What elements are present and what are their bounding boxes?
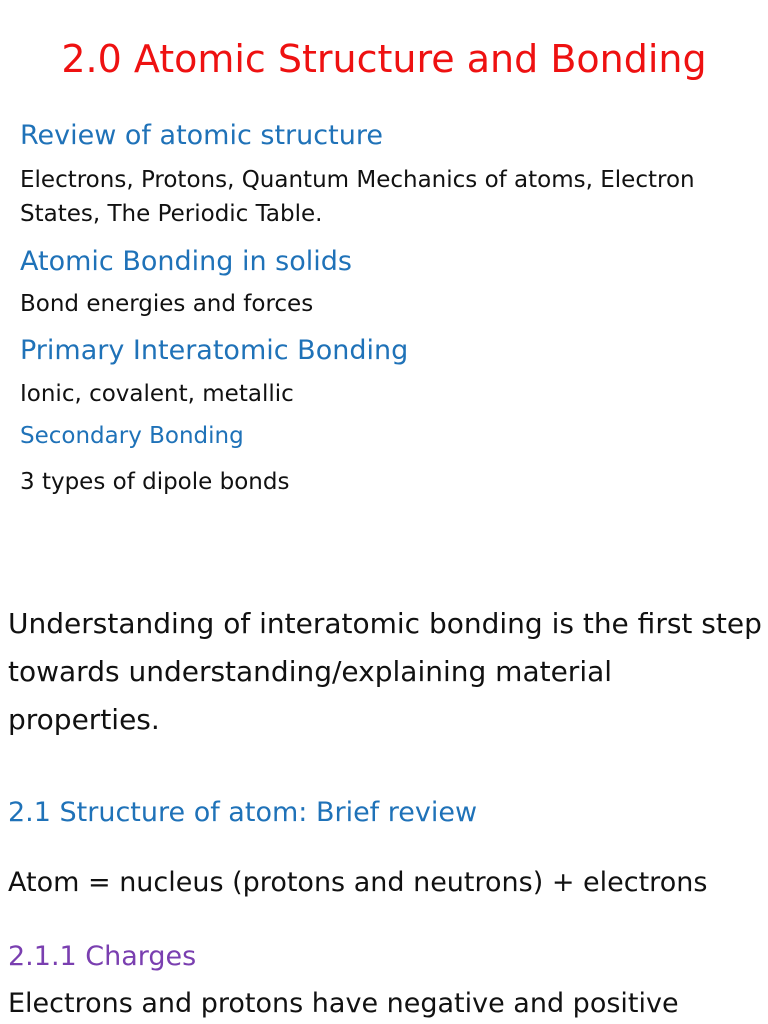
section-2-1-1-heading: 2.1.1 Charges	[8, 941, 197, 972]
intro-line-3: properties.	[8, 703, 160, 736]
intro-line-2: towards understanding/explaining material	[8, 655, 613, 688]
primary-bonding-text: Ionic, covalent, metallic	[20, 381, 294, 407]
atom-equation: Atom = nucleus (protons and neutrons) + electrons	[8, 867, 708, 898]
intro-line-1: Understanding of interatomic bonding is the first step	[8, 607, 762, 640]
primary-bonding-heading: Primary Interatomic Bonding	[20, 335, 409, 366]
charges-text: Electrons and protons have negative and positive	[8, 988, 679, 1019]
solids-text: Bond energies and forces	[20, 291, 314, 317]
section-2-1-heading: 2.1 Structure of atom: Brief review	[8, 797, 478, 828]
secondary-bonding-text: 3 types of dipole bonds	[20, 469, 290, 495]
solids-heading: Atomic Bonding in solids	[20, 246, 352, 277]
secondary-bonding-heading: Secondary Bonding	[20, 423, 244, 449]
review-heading: Review of atomic structure	[20, 120, 383, 151]
page-title: 2.0 Atomic Structure and Bonding	[61, 37, 707, 81]
review-text-line-2: States, The Periodic Table.	[20, 201, 323, 227]
review-text-line-1: Electrons, Protons, Quantum Mechanics of atoms, Electron	[20, 167, 695, 193]
intro-paragraph	[8, 600, 762, 744]
